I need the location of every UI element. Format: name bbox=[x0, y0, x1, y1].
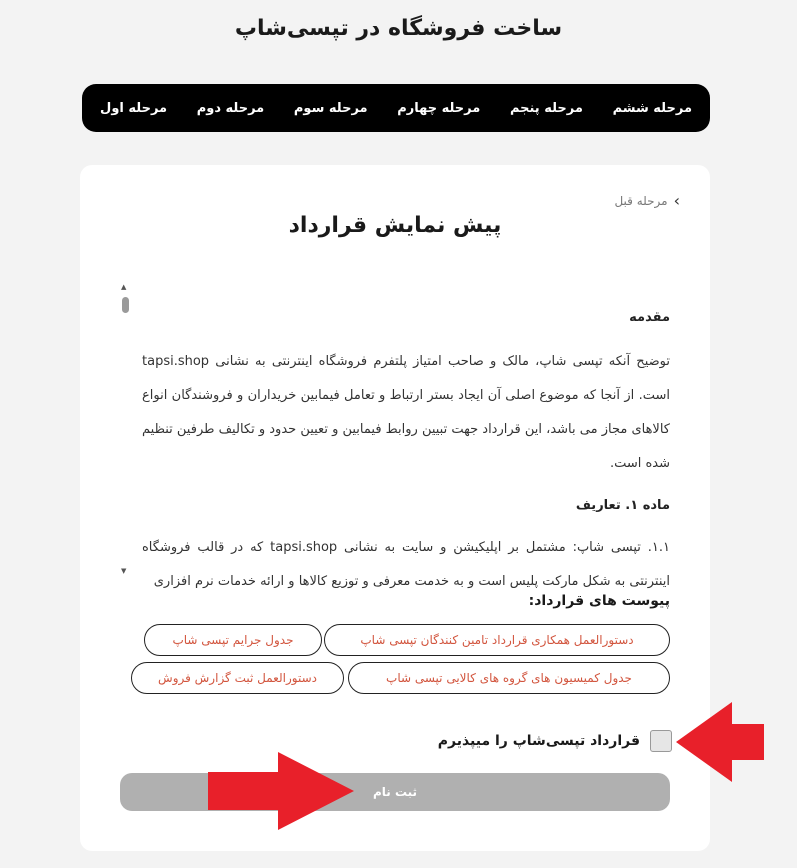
previous-step-link[interactable] bbox=[614, 193, 680, 209]
accept-row bbox=[438, 730, 672, 752]
intro-paragraph: توضیح آنکه تپسی شاپ، مالک و صاحب امتیاز پلتفرم فروشگاه اینترنتی به نشانی tapsi.shop است. از آنجا که موضوع اصلی آن ایجاد بستر ارتباط و تعامل فیمابین خریداران و فروشندگان انواع کالاهای مجاز می باشد، این قرارداد جهت تبیین روابط فیمابین و تعیین حدود و تکالیف طرفین تنظیم شده است. bbox=[142, 354, 670, 471]
step-6-tab[interactable]: مرحله ششم bbox=[612, 100, 692, 116]
contract-text bbox=[142, 283, 670, 589]
scroll-up-icon[interactable]: ▲ bbox=[121, 283, 127, 291]
article-paragraph: ۱.۱. تپسی شاپ: مشتمل بر اپلیکیشن و سایت به نشانی tapsi.shop که در قالب فروشگاه اینترنتی به شکل مارکت پلیس است و به خدمت معرفی و توزیع کالاها و ارائه خدمات نرم افزاری bbox=[142, 540, 670, 589]
page-title: ساخت فروشگاه در تپسی‌شاپ bbox=[234, 16, 563, 41]
arrow-checkbox-shape bbox=[676, 702, 764, 782]
scroll-down-icon[interactable]: ▼ bbox=[121, 567, 127, 575]
step-5-tab[interactable]: مرحله پنجم bbox=[509, 100, 583, 116]
attachment-sales-report-guide[interactable]: دستورالعمل ثبت گزارش فروش bbox=[131, 662, 344, 694]
register-button[interactable]: ثبت نام bbox=[120, 773, 670, 811]
arrow-pointing-register-icon bbox=[206, 750, 356, 832]
attachment-penalties-table[interactable]: جدول جرایم تپسی شاپ bbox=[144, 624, 322, 656]
chevron-right-icon: › bbox=[673, 191, 680, 210]
contract-preview[interactable] bbox=[118, 283, 670, 589]
article-heading: ماده ۱. تعاریف bbox=[575, 498, 670, 513]
attachment-commission-table[interactable]: جدول کمیسیون های گروه های کالایی تپسی شاپ bbox=[348, 662, 670, 694]
card-title: پیش نمایش قرارداد bbox=[288, 213, 502, 238]
step-3-tab[interactable]: مرحله سوم bbox=[293, 100, 368, 116]
previous-step-label: مرحله قبل bbox=[614, 194, 668, 208]
arrow-register-shape bbox=[208, 752, 354, 830]
arrow-pointing-checkbox-icon bbox=[674, 700, 766, 784]
step-2-tab[interactable]: مرحله دوم bbox=[196, 100, 265, 116]
contract-card bbox=[80, 165, 710, 851]
step-4-tab[interactable]: مرحله چهارم bbox=[397, 100, 481, 116]
scrollbar-thumb[interactable] bbox=[122, 297, 129, 313]
step-1-tab[interactable]: مرحله اول bbox=[100, 100, 168, 116]
accept-checkbox[interactable] bbox=[650, 730, 672, 752]
accept-label[interactable]: قرارداد تپسی‌شاپ را میپذیرم bbox=[437, 733, 640, 749]
steps-nav bbox=[82, 84, 710, 132]
attachments-title: پیوست های قرارداد: bbox=[528, 593, 670, 609]
intro-heading: مقدمه bbox=[629, 310, 670, 325]
contract-scrollbar[interactable] bbox=[118, 283, 132, 577]
attachment-cooperation-guide[interactable]: دستورالعمل همکاری قرارداد تامین کنندگان تپسی شاپ bbox=[324, 624, 670, 656]
